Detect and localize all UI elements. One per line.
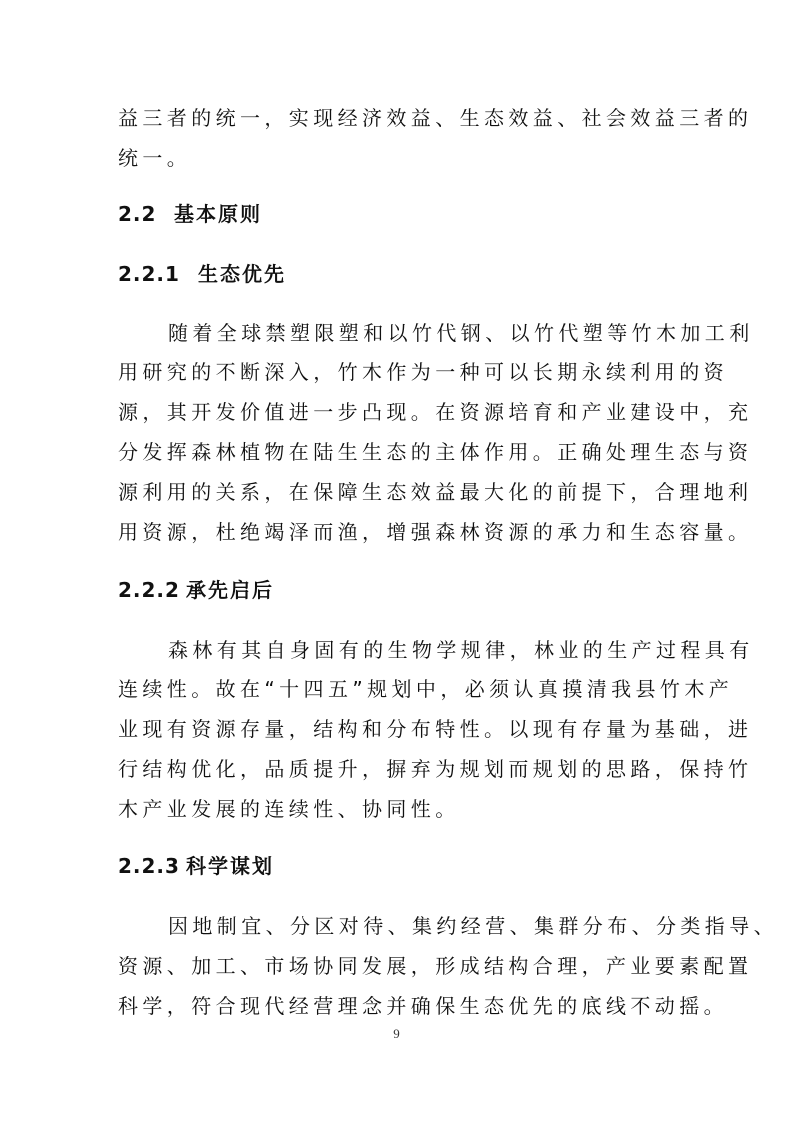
paragraph-line: 分发挥森林植物在陆生生态的主体作用。正确处理生态与资: [118, 440, 753, 464]
section-number: 2.2: [118, 202, 157, 226]
section-title: 基本原则: [174, 202, 262, 226]
section-heading-2-2-1: [118, 259, 286, 289]
paragraph-line: 资源、加工、市场协同发展，形成结构合理，产业要素配置: [118, 954, 753, 978]
paragraph-line: 科学，符合现代经营理念并确保生态优先的底线不动摇。: [118, 994, 728, 1018]
paragraph-line: 业现有资源存量，结构和分布特性。以现有存量为基础，进: [118, 717, 753, 741]
section-title: 生态优先: [198, 262, 286, 286]
section-number: 2.2.2: [118, 578, 180, 602]
paragraph-line: 用研究的不断深入，竹木作为一种可以长期永续利用的资: [118, 360, 728, 384]
paragraph-line: 连续性。故在“十四五”规划中，必须认真摸清我县竹木产: [118, 677, 734, 701]
paragraph-line: 源，其开发价值进一步凸现。在资源培育和产业建设中，充: [118, 400, 753, 424]
paragraph-line: 森林有其自身固有的生物学规律，林业的生产过程具有: [168, 638, 754, 662]
section-heading-2-2-3: [118, 851, 274, 881]
paragraph-line: 源利用的关系，在保障生态效益最大化的前提下，合理地利: [118, 480, 753, 504]
intro-line-1: 益三者的统一，实现经济效益、生态效益、社会效益三者的: [118, 106, 753, 130]
paragraph-line: 用资源，杜绝竭泽而渔，增强森林资源的承力和生态容量。: [118, 520, 753, 544]
paragraph-line: 行结构优化，品质提升，摒弃为规划而规划的思路，保持竹: [118, 757, 753, 781]
paragraph-line: 因地制宜、分区对待、集约经营、集群分布、分类指导、: [168, 914, 778, 938]
paragraph-line: 随着全球禁塑限塑和以竹代钢、以竹代塑等竹木加工利: [168, 321, 754, 345]
section-number: 2.2.3: [118, 854, 180, 878]
intro-line-2: 统一。: [118, 146, 192, 170]
section-title: 科学谋划: [186, 854, 274, 878]
section-heading-2-2: [118, 199, 262, 229]
section-title: 承先启后: [186, 578, 274, 602]
section-heading-2-2-2: [118, 575, 274, 605]
paragraph-line: 木产业发展的连续性、协同性。: [118, 797, 460, 821]
page-number: 9: [393, 1026, 400, 1041]
section-number: 2.2.1: [118, 262, 180, 286]
